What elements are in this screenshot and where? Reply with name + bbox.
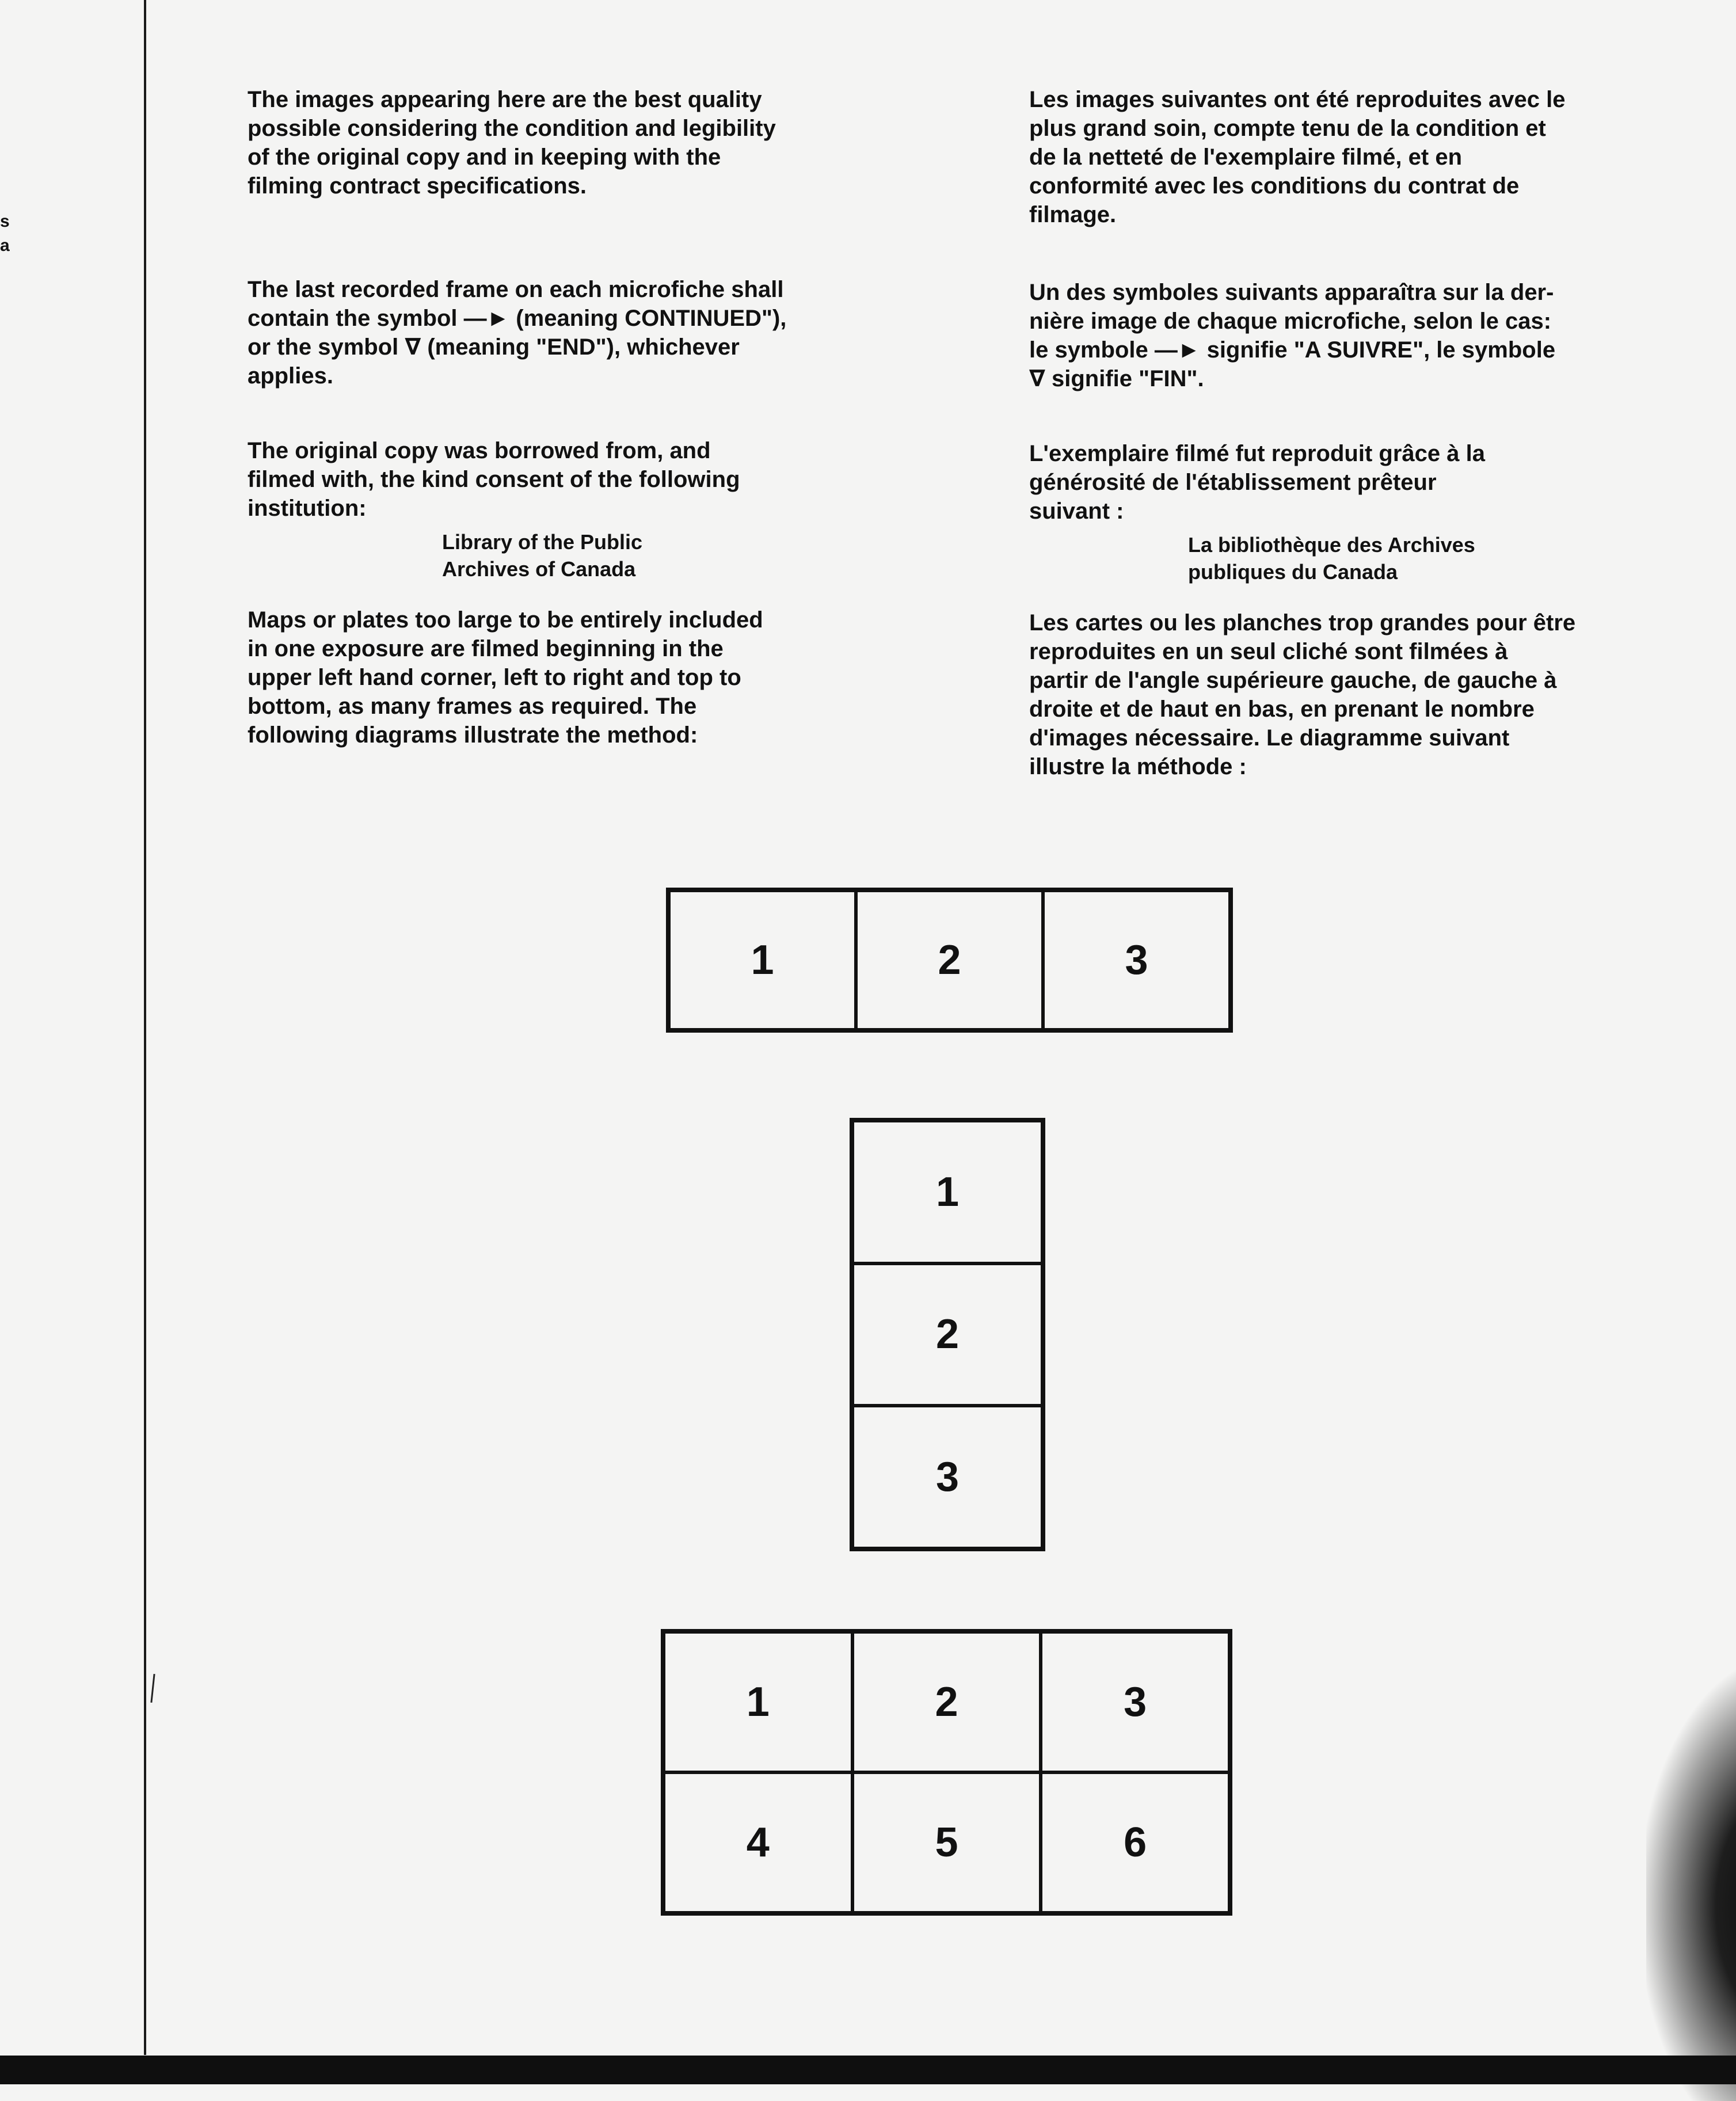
film-edge [0,2056,1736,2084]
diagram-row [666,888,1233,1033]
diagram-column [850,1118,1045,1551]
institution-paragraph: The original copy was borrowed from, and filmed with, the kind consent of the following institution: [248,438,740,521]
diagram-cell: 2 [852,1632,1041,1772]
diagram-cell: 6 [1041,1772,1229,1913]
institution-name-fr: La bibliothèque des Archives publiques du Canada [1188,533,1475,584]
diagram-grid [661,1629,1232,1916]
diagram-cell: 4 [664,1772,852,1913]
margin-mark [150,1674,155,1703]
diagram-cell: 1 [664,1632,852,1772]
diagram-cell: 2 [856,890,1043,1030]
maps-paragraph: Maps or plates too large to be entirely included in one exposure are filmed beginning in the upper left hand corner, left to right and top to bottom, as many frames as required. The following diagrams illustrate the method: [248,607,763,748]
diagram-cell: 3 [852,1406,1042,1548]
maps-paragraph-fr: Les cartes ou les planches trop grandes pour être reproduites en un seul cliché sont filmées à partir de l'angle supérieure gauche, de gauche à droite et de haut en bas, en prenant le nombre d'images nécessaire. Le diagramme suivant illustre la méthode : [1029,610,1576,779]
diagram-cell: 5 [852,1772,1041,1913]
institution-paragraph-fr: L'exemplaire filmé fut reproduit grâce à la générosité de l'établissement prêteur suivant : [1029,441,1485,524]
symbol-paragraph: The last recorded frame on each microfiche shall contain the symbol —► (meaning CONTINUED"), or the symbol ∇ (meaning "END"), whichever applies. [248,277,787,389]
diagram-cell: 1 [669,890,856,1030]
institution-name: Library of the Public Archives of Canada [442,530,643,581]
diagram-cell: 3 [1041,1632,1229,1772]
scan-shadow [1646,1669,1736,2101]
symbol-paragraph-fr: Un des symboles suivants apparaîtra sur la der- nière image de chaque microfiche, selon le cas: le symbole —► signifie "A SUIVRE", le symbole ∇ signifie "FIN". [1029,280,1556,391]
quality-paragraph: The images appearing here are the best quality possible considering the condition and legibility of the original copy and in keeping with the filming contract specifications. [248,87,776,199]
french-column [1029,85,1674,781]
quality-paragraph-fr: Les images suivantes ont été reproduites avec le plus grand soin, compte tenu de la condition et de la netteté de l'exemplaire filmé, et en conformité avec les conditions du contrat de filmage. [1029,87,1566,227]
diagram-cell: 2 [852,1263,1042,1406]
english-column [248,85,869,749]
margin-letter: s [0,212,10,231]
diagram-cell: 3 [1043,890,1230,1030]
margin-letter: a [0,236,10,255]
left-margin-rule [144,0,146,2055]
diagram-cell: 1 [852,1121,1042,1263]
